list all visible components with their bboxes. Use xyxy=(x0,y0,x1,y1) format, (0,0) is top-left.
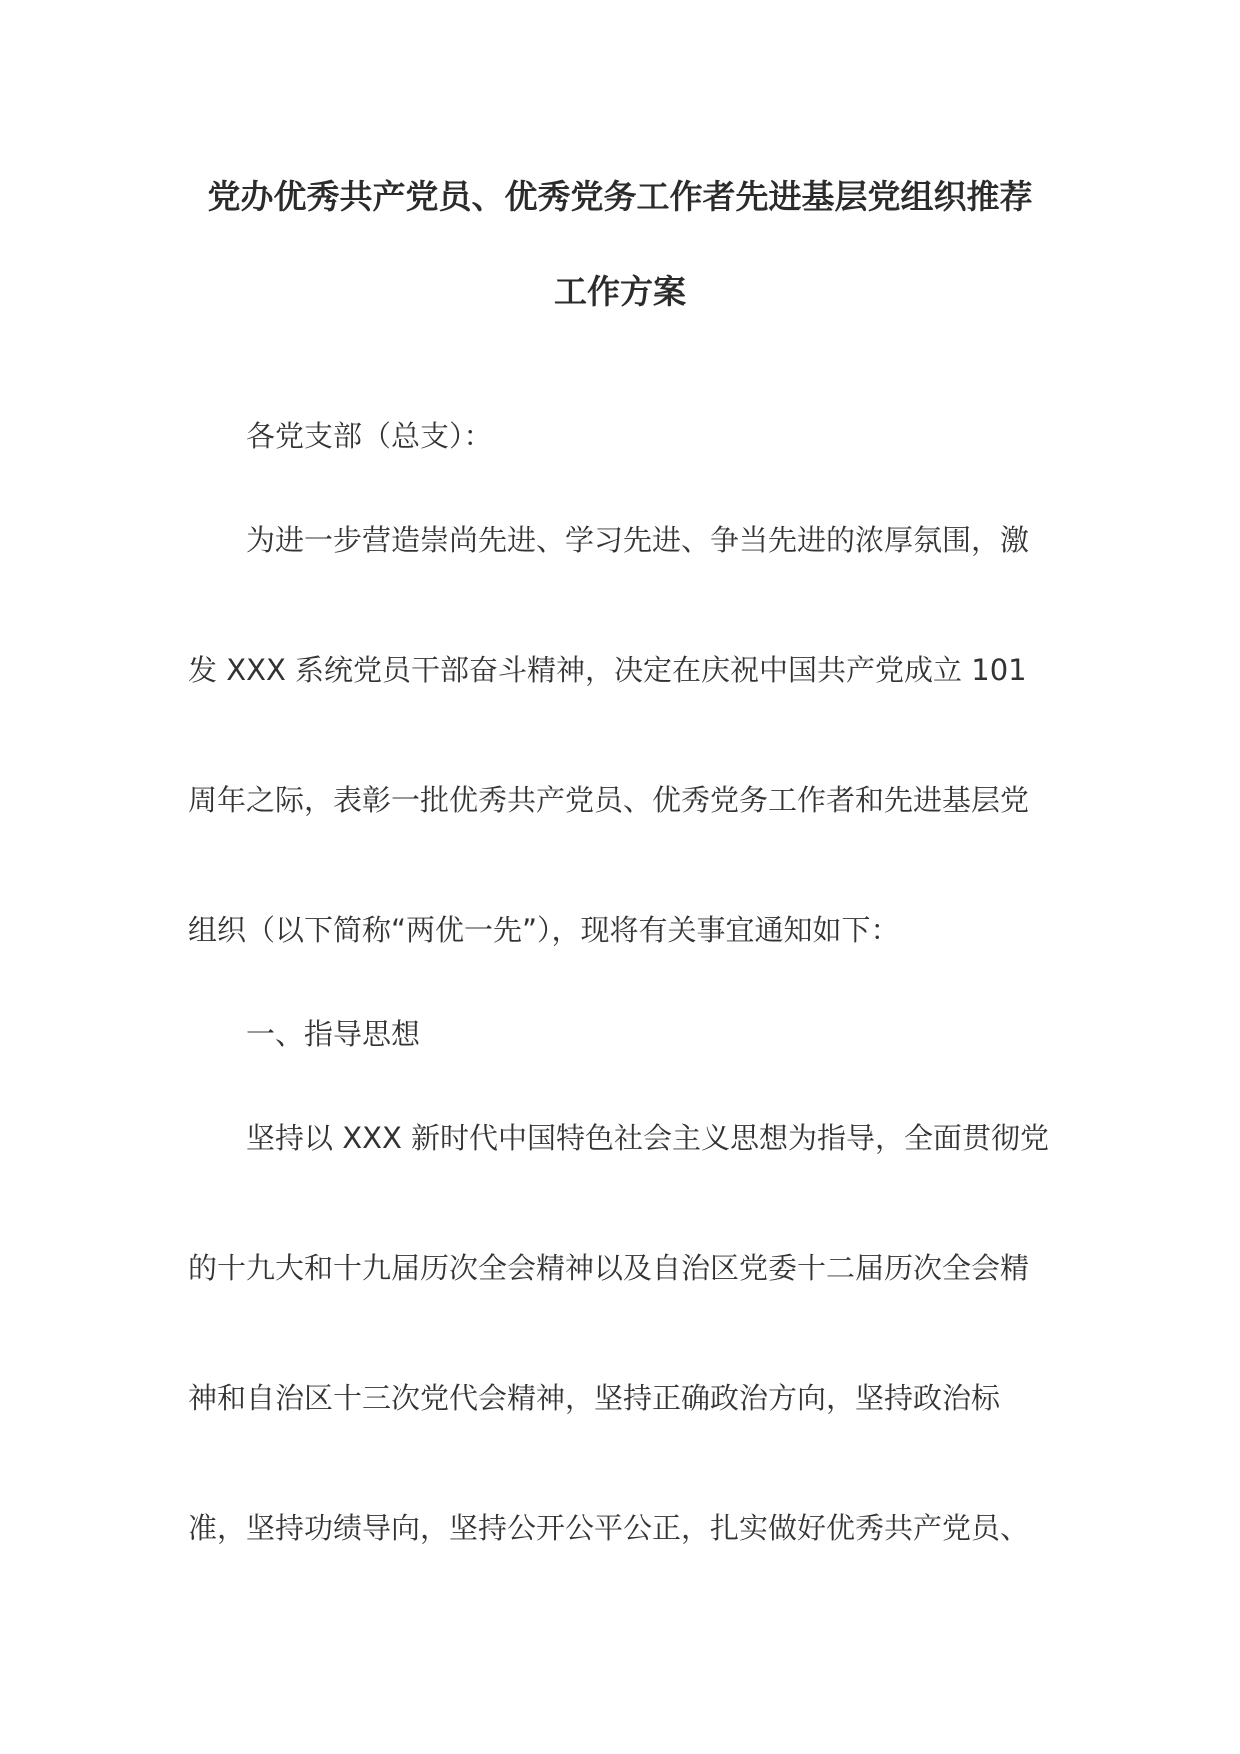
paragraph-2-line-1: 坚持以 XXX 新时代中国特色社会主义思想为指导，全面贯彻党 xyxy=(246,1121,1050,1155)
paragraph-1-line-3: 周年之际，表彰一批优秀共产党员、优秀党务工作者和先进基层党 xyxy=(188,783,1030,817)
paragraph-2-line-2: 的十九大和十九届历次全会精神以及自治区党委十二届历次全会精 xyxy=(188,1251,1030,1285)
salutation: 各党支部（总支）： xyxy=(246,419,493,453)
paragraph-1-line-1: 为进一步营造崇尚先进、学习先进、争当先进的浓厚氛围，激 xyxy=(246,523,1030,557)
paragraph-2-line-3: 神和自治区十三次党代会精神，坚持正确政治方向，坚持政治标 xyxy=(188,1381,1001,1415)
document-title-line-1: 党办优秀共产党员、优秀党务工作者先进基层党组织推荐 xyxy=(207,177,1033,216)
paragraph-2-line-4: 准，坚持功绩导向，坚持公开公平公正，扎实做好优秀共产党员、 xyxy=(188,1511,1030,1545)
paragraph-1-line-2: 发 XXX 系统党员干部奋斗精神，决定在庆祝中国共产党成立 101 xyxy=(188,653,1027,687)
paragraph-1-line-4: 组织（以下简称“两优一先”），现将有关事宜通知如下： xyxy=(188,913,900,947)
section-1-heading: 一、指导思想 xyxy=(246,1017,421,1051)
document-title-line-2: 工作方案 xyxy=(554,272,686,311)
